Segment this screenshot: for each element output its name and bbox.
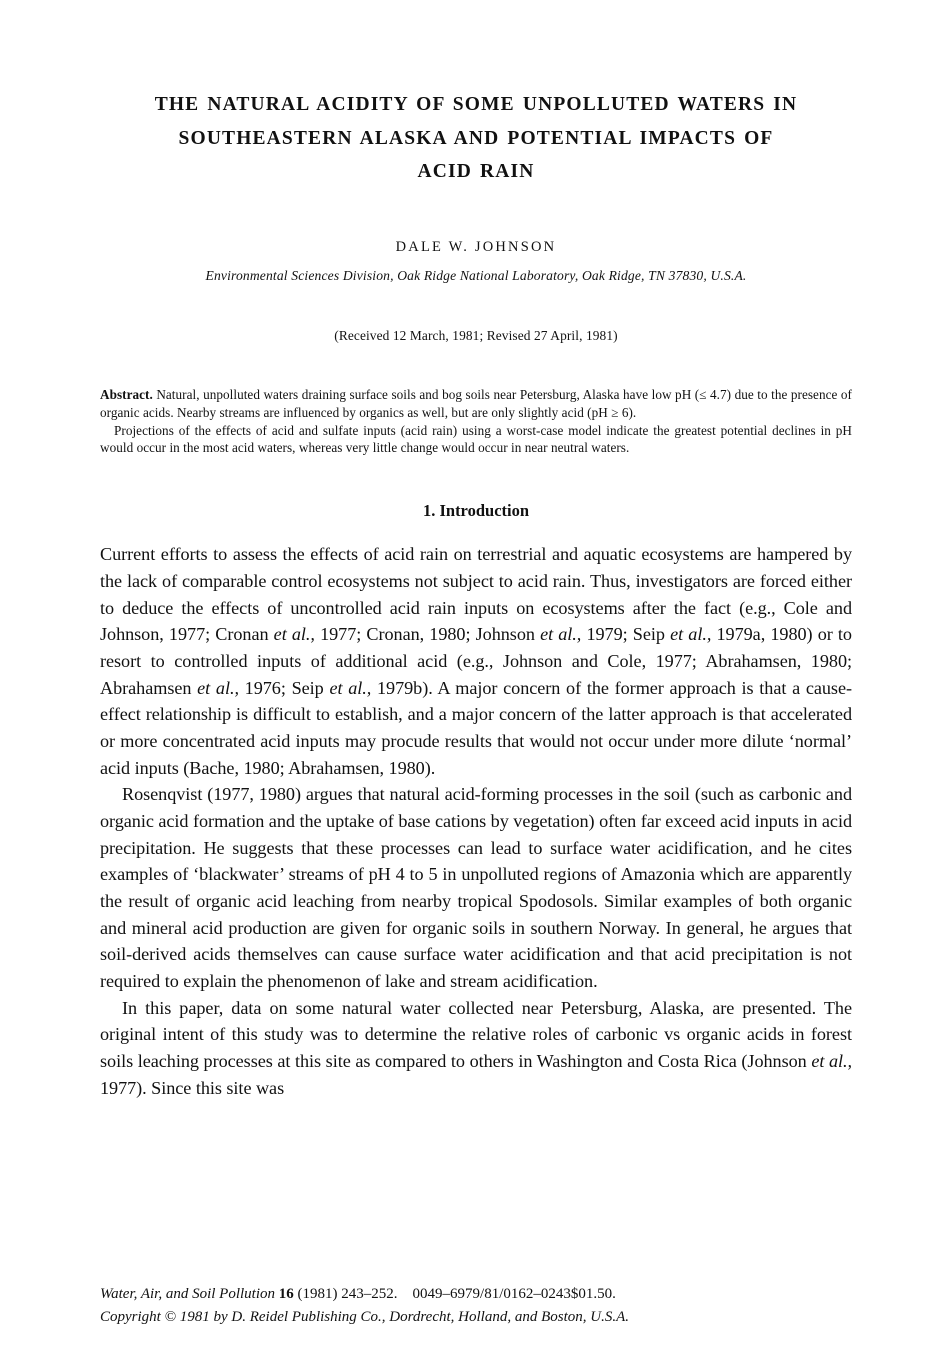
footer-journal: Water, Air, and Soil Pollution: [100, 1286, 276, 1302]
section-heading-introduction: 1. Introduction: [422, 501, 530, 521]
footer-citation-line: [100, 1283, 860, 1306]
footer-volume: 16: [278, 1286, 294, 1302]
body-paragraph-2: Rosenqvist (1977, 1980) argues that natural acid-forming processes in the soil (such as carbonic and organic acid formation and the uptake of base cations by vegetation) often far exceed acid inputs in acid precipitation. He suggests that these processes can lead to surface water acidification, and he cites examples of ‘blackwater’ streams of pH 4 to 5 in unpolluted regions of Amazonia which are apparently the result of organic acid leaching from nearby tropical Spodosols. Similar examples of both organic and mineral acid production are given for organic soils in southern Norway. In general, he argues that soil-derived acids themselves can cause surface water acidification and that acid precipitation is not required to explain the phenomenon of lake and stream acidification.: [100, 784, 852, 991]
author-affiliation: Environmental Sciences Division, Oak Ridge National Laboratory, Oak Ridge, TN 37830, U.S.A.: [205, 267, 747, 283]
page-content: [100, 88, 852, 1101]
page-title: [100, 88, 852, 189]
body-text: [100, 541, 852, 1101]
footer-copyright-line: Copyright © 1981 by D. Reidel Publishing Co., Dordrecht, Holland, and Boston, U.S.A.: [100, 1308, 629, 1325]
author-name: DALE W. JOHNSON: [395, 238, 557, 255]
abstract-paragraph-2: Projections of the effects of acid and sulfate inputs (acid rain) using a worst-case model indicate the greatest potential declines in pH would occur in the most acid waters, whereas very little change would occur in near neutral waters.: [100, 422, 852, 456]
footer-citation: (1981) 243–252. 0049–6979/81/0162–0243$01.50.: [293, 1286, 616, 1302]
page-footer: [100, 1283, 860, 1329]
title-line-2: SOUTHEASTERN ALASKA AND POTENTIAL IMPACTS OF: [178, 127, 774, 149]
abstract-section: [100, 386, 852, 458]
title-line-3: ACID RAIN: [417, 161, 535, 183]
abstract-label: Abstract.: [100, 386, 153, 402]
received-dates: (Received 12 March, 1981; Revised 27 April, 1981): [334, 327, 618, 343]
title-line-1: THE NATURAL ACIDITY OF SOME UNPOLLUTED WATERS IN: [154, 94, 798, 115]
abstract-text-1: Natural, unpolluted waters draining surface soils and bog soils near Petersburg, Alaska have low pH (≤ 4.7) due to the presence of organic acids. Nearby streams are influenced by organics as well, but are only slightly acid (pH ≥ 6).: [100, 386, 852, 420]
abstract-paragraph-1: [100, 386, 852, 422]
body-paragraph-1: Current efforts to assess the effects of acid rain on terrestrial and aquatic ecosystems are hampered by the lack of comparable control ecosystems not subject to acid rain. Thus, investigators are forced either to deduce the effects of uncontrolled acid rain inputs on ecosystems after the fact (e.g., Cole and Johnson, 1977; Cronan et al., 1977; Cronan, 1980; Johnson et al., 1979; Seip et al., 1979a, 1980) or to resort to controlled inputs of additional acid (e.g., Johnson and Cole, 1977; Abrahamsen, 1980; Abrahamsen et al., 1976; Seip et al., 1979b). A major concern of the former approach is that a cause-effect relationship is difficult to establish, and a major concern of the latter approach is that accelerated or more concentrated acid inputs may procude results that would not occur under more dilute ‘normal’ acid inputs (Bache, 1980; Abrahamsen, 1980).: [100, 544, 852, 778]
body-paragraph-3: In this paper, data on some natural water collected near Petersburg, Alaska, are presented. The original intent of this study was to determine the relative roles of carbonic vs organic acids in forest soils leaching processes at this site as compared to others in Washington and Costa Rica (Johnson et al., 1977). Since this site was: [100, 997, 852, 1098]
